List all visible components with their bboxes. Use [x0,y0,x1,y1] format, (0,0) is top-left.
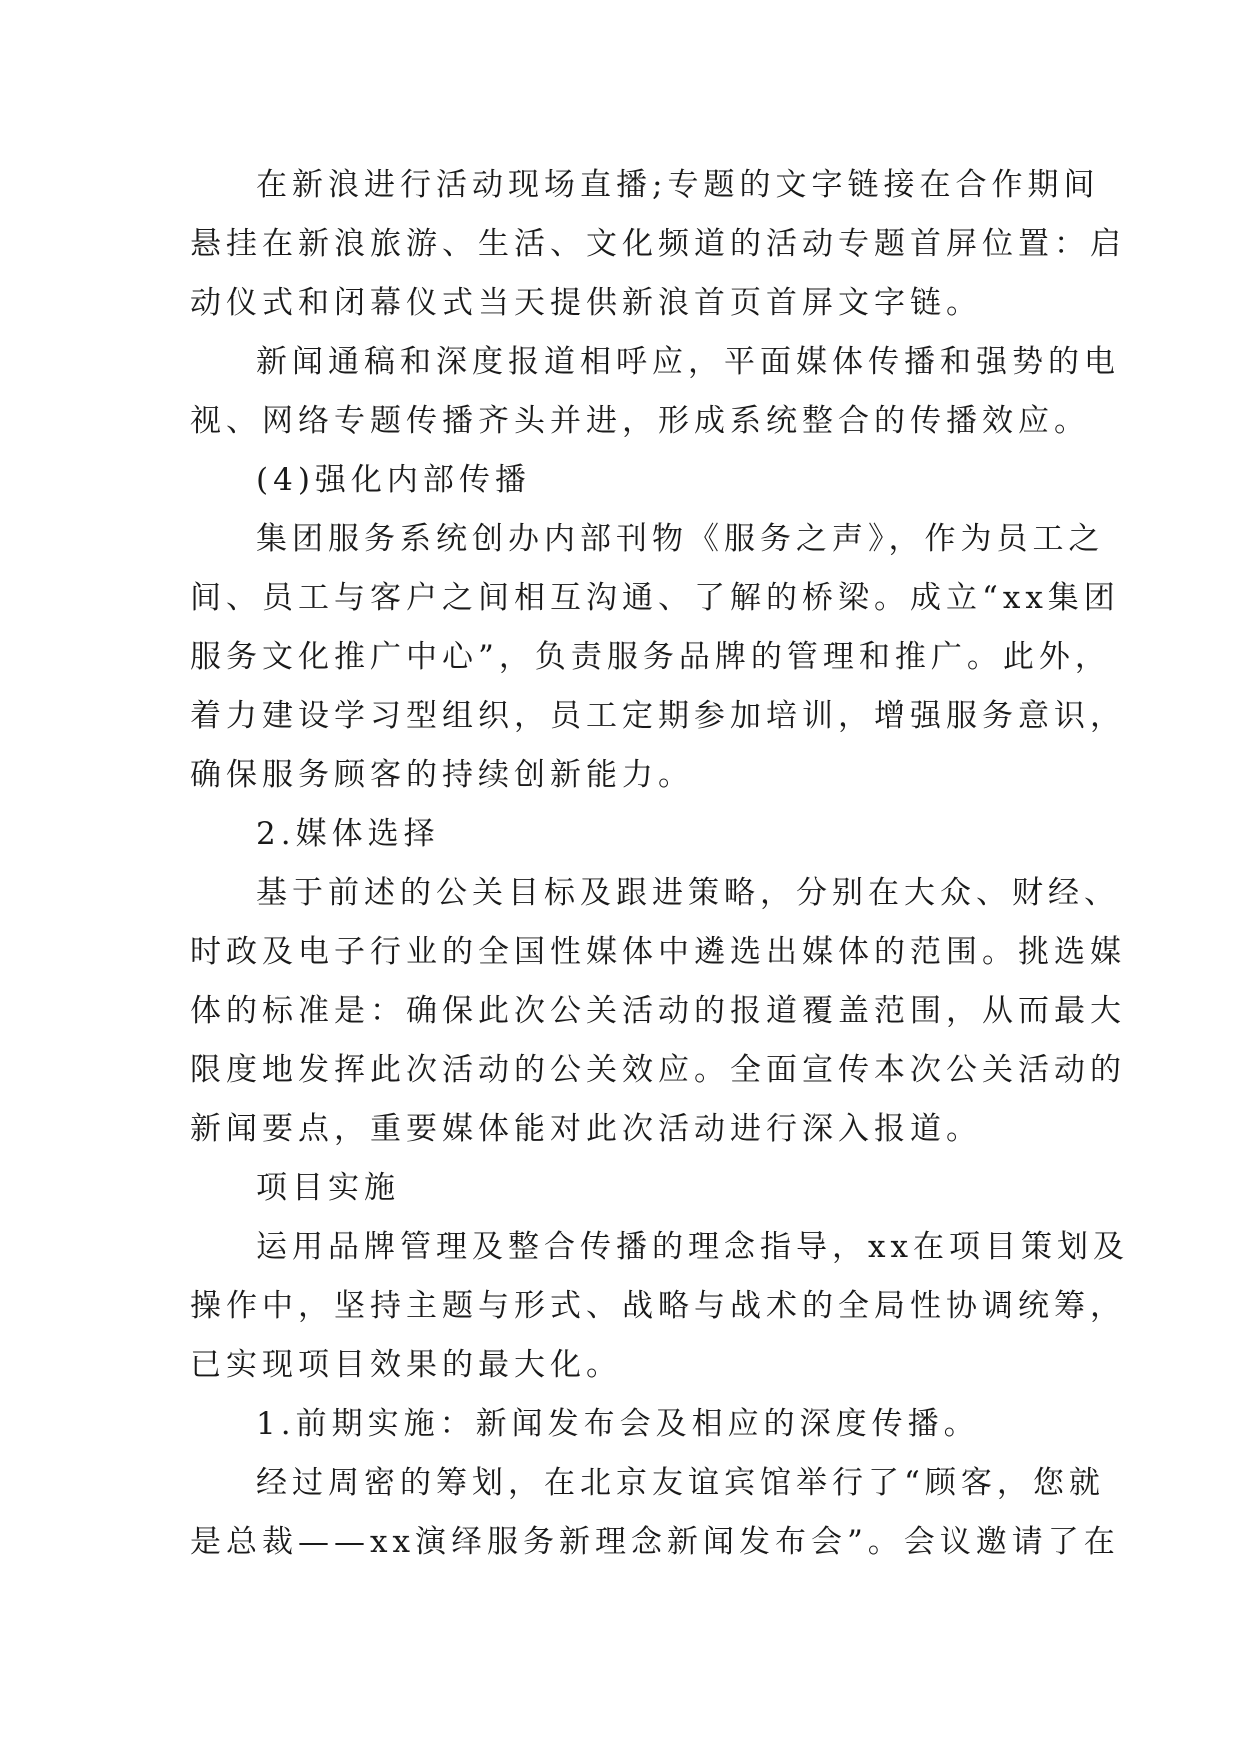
section-heading-media-selection: 2.媒体选择 [256,816,440,852]
section-heading-internal-communication: (4)强化内部传播 [256,462,531,498]
text-line-13: 基于前述的公关目标及跟进策略，分别在大众、财经、 [256,875,1120,911]
text-line-21: 已实现项目效果的最大化。 [190,1347,622,1383]
text-line-17: 新闻要点，重要媒体能对此次活动进行深入报道。 [190,1111,982,1147]
text-line-23: 经过周密的筹划，在北京友谊宾馆举行了“顾客，您就 [256,1465,1105,1501]
text-line-20: 操作中，坚持主题与形式、战略与战术的全局性协调统筹， [190,1288,1126,1324]
text-line-16: 限度地发挥此次活动的公关效应。全面宣传本次公关活动的 [190,1052,1126,1088]
document-body [190,156,1129,1572]
text-line-24: 是总裁——xx演绎服务新理念新闻发布会”。会议邀请了在 [190,1524,1120,1560]
text-line-4: 新闻通稿和深度报道相呼应，平面媒体传播和强势的电 [256,344,1120,380]
section-heading-early-implementation: 1.前期实施：新闻发布会及相应的深度传播。 [256,1406,980,1442]
text-line-1: 在新浪进行活动现场直播;专题的文字链接在合作期间 [256,167,1100,203]
text-line-8: 间、员工与客户之间相互沟通、了解的桥梁。成立“xx集团 [190,580,1120,616]
text-line-19: 运用品牌管理及整合传播的理念指导，xx在项目策划及 [256,1229,1129,1265]
text-line-2: 悬挂在新浪旅游、生活、文化频道的活动专题首屏位置：启 [190,226,1126,262]
text-line-15: 体的标准是：确保此次公关活动的报道覆盖范围，从而最大 [190,993,1126,1029]
text-line-9: 服务文化推广中心”，负责服务品牌的管理和推广。此外， [190,639,1111,675]
text-line-7: 集团服务系统创办内部刊物《服务之声》，作为员工之 [256,521,1105,557]
text-line-5: 视、网络专题传播齐头并进，形成系统整合的传播效应。 [190,403,1090,439]
text-line-11: 确保服务顾客的持续创新能力。 [190,757,694,793]
section-heading-project-implementation: 项目实施 [256,1170,400,1206]
text-line-14: 时政及电子行业的全国性媒体中遴选出媒体的范围。挑选媒 [190,934,1126,970]
text-line-3: 动仪式和闭幕仪式当天提供新浪首页首屏文字链。 [190,285,982,321]
text-line-10: 着力建设学习型组织，员工定期参加培训，增强服务意识， [190,698,1126,734]
